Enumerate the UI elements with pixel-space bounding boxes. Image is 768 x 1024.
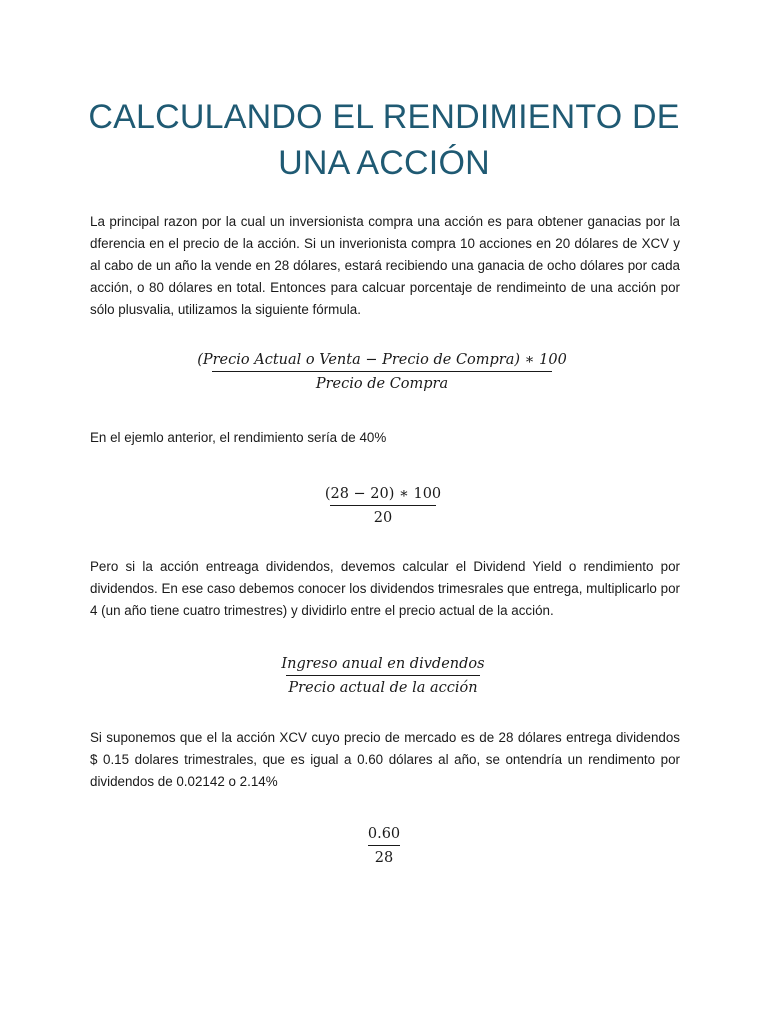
- formula-numerator: Ingreso anual en divdendos: [281, 656, 485, 672]
- fraction-bar: [368, 845, 400, 846]
- paragraph-dividend-example: Si suponemos que el la acción XCV cuyo precio de mercado es de 28 dólares entrega dividendos $ 0.15 dolares trimestrales, que es igual a 0.60 dólares al año, se ontendría un rendimento por dividendos de 0.02142 o 2.14%: [90, 730, 680, 789]
- fraction-bar: [286, 675, 480, 676]
- fraction-bar: [330, 505, 436, 506]
- formula-example-calculation: [324, 484, 442, 528]
- paragraph-dividends: Pero si la acción entreaga dividendos, devemos calcular el Dividend Yield o rendimiento por dividendos. En ese caso debemos conocer los dividendos trimesrales que entrega, multiplicarlo por 4 (un año tiene cuatro trimestres) y dividirlo entre el precio actual de la acción.: [90, 559, 680, 618]
- formula-numerator: (28 − 20) ∗ 100: [324, 486, 442, 502]
- formula-numerator: (Precio Actual o Venta − Precio de Compra) ∗ 100: [197, 352, 567, 368]
- formula-denominator: 20: [373, 510, 393, 526]
- formula-denominator: Precio actual de la acción: [288, 680, 478, 696]
- page-title-line-2: UNA ACCIÓN: [278, 144, 490, 182]
- formula-numerator: 0.60: [367, 826, 401, 842]
- page-title-line-1: CALCULANDO EL RENDIMIENTO DE: [88, 98, 680, 136]
- paragraph-example: En el ejemlo anterior, el rendimiento sería de 40%: [90, 430, 387, 445]
- formula-denominator: 28: [374, 850, 394, 866]
- paragraph-intro: La principal razon por la cual un inversionista compra una acción es para obtener ganacias por la dferencia en el precio de la acción. Si un inverionista compra 10 acciones en 20 dólares de XCV y al cabo de un año la vende en 28 dólares, estará recibiendo una ganacia de ocho dólares por cada acción, o 80 dólares en total. Entonces para calcuar porcentaje de rendimeinto de una acción por sólo plusvalia, utilizamos la siguiente fórmula.: [90, 214, 680, 317]
- formula-dividend-example: [368, 824, 400, 868]
- fraction-bar: [212, 371, 552, 372]
- formula-denominator: Precio de Compra: [315, 376, 449, 392]
- formula-rendimiento-plusvalia: [197, 350, 567, 394]
- formula-dividend-yield: [281, 654, 485, 698]
